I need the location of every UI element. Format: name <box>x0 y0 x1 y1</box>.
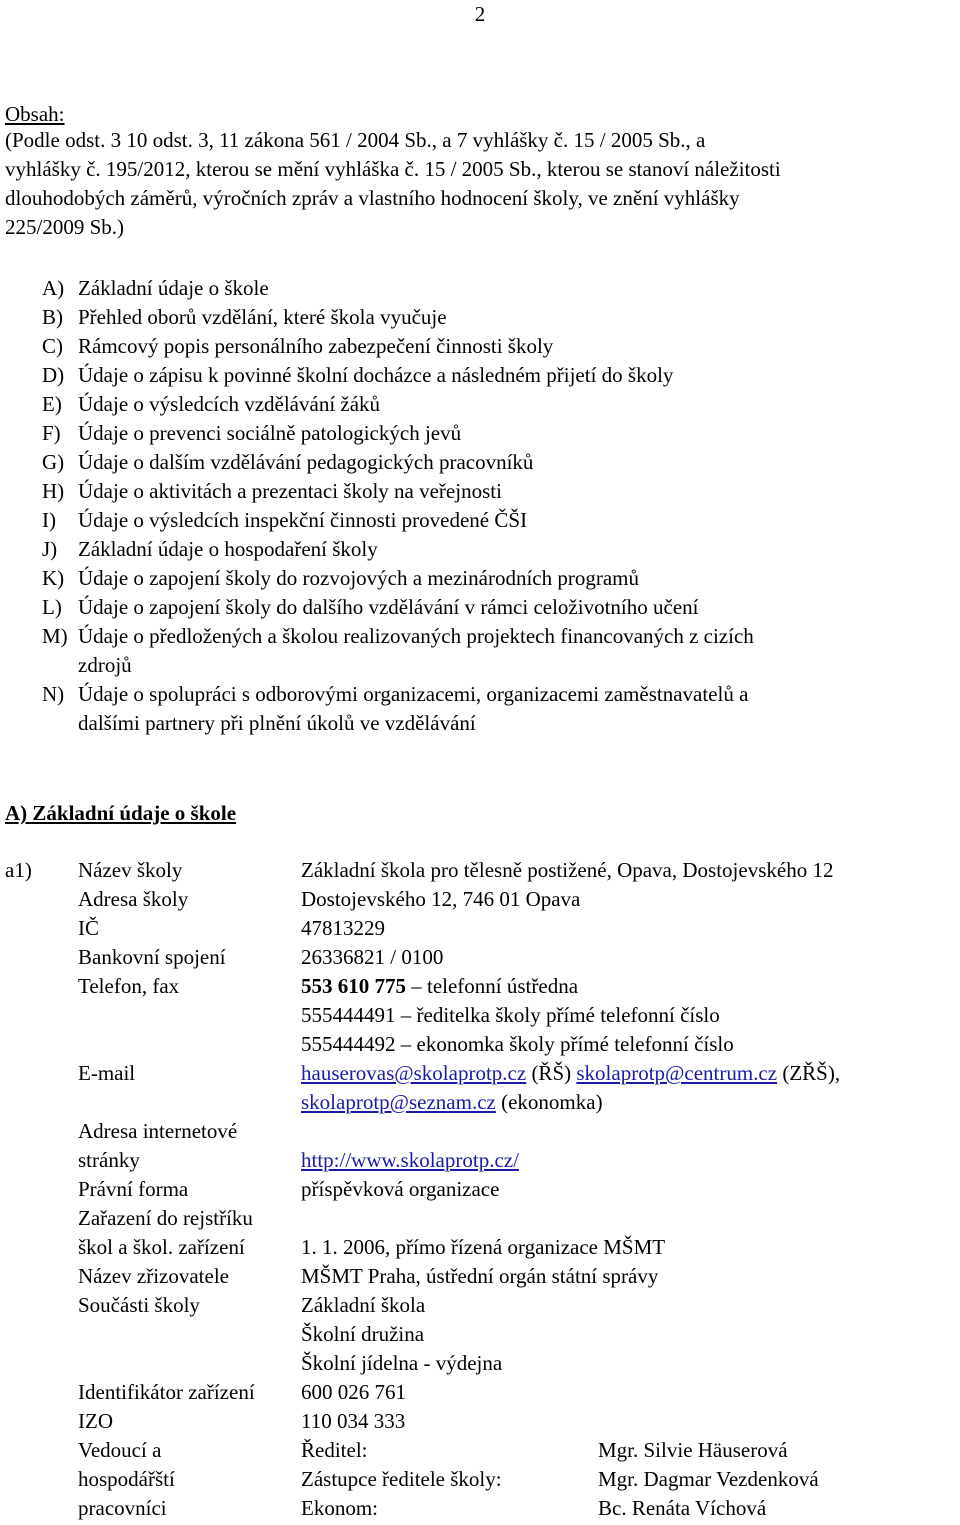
founder-label: Název zřizovatele <box>78 1264 229 1288</box>
registry-value: 1. 1. 2006, přímo řízená organizace MŠMT <box>301 1235 666 1259</box>
school-address-label: Adresa školy <box>78 887 189 911</box>
phone-label: Telefon, fax <box>78 974 180 998</box>
contents-title: Obsah: <box>5 102 65 126</box>
toc-label: J) <box>42 537 58 561</box>
toc-text: Údaje o dalším vzdělávání pedagogických pracovníků <box>78 450 534 474</box>
toc-label: F) <box>42 421 61 445</box>
school-name-label: Název školy <box>78 858 183 882</box>
intro-line-2: vyhlášky č. 195/2012, kterou se mění vyhláška č. 15 / 2005 Sb., kterou se stanoví náležitosti <box>5 157 781 181</box>
website-link[interactable]: http://www.skolaprotp.cz/ <box>301 1148 519 1172</box>
toc-item <box>42 477 502 506</box>
phone-main-desc: – telefonní ústředna <box>406 974 579 998</box>
legal-form-label: Právní forma <box>78 1177 189 1201</box>
section-heading: A) Základní údaje o škole <box>5 801 237 825</box>
toc-label: A) <box>42 276 65 300</box>
email-role: (ekonomka) <box>495 1090 603 1114</box>
toc-label: H) <box>42 479 65 503</box>
staff-name: Bc. Renáta Víchová <box>598 1496 767 1520</box>
staff-role: Zástupce ředitele školy: <box>301 1467 502 1491</box>
ic-label: IČ <box>78 916 99 940</box>
email-role: (ZŘŠ), <box>777 1061 841 1085</box>
toc-text: Údaje o prevenci sociálně patologických jevů <box>78 421 462 445</box>
bank-label: Bankovní spojení <box>78 945 226 969</box>
staff-label-line: pracovníci <box>78 1496 167 1520</box>
toc-text: Údaje o výsledcích inspekční činnosti provedené ČŠI <box>78 508 528 532</box>
email-role: (ŘŠ) <box>526 1061 577 1085</box>
toc-label: B) <box>42 305 63 329</box>
parts-value: Školní družina <box>301 1322 425 1346</box>
toc-text: Údaje o zapojení školy do rozvojových a mezinárodních programů <box>78 566 639 590</box>
toc-item <box>42 564 639 593</box>
toc-item <box>42 593 698 622</box>
toc-label: M) <box>42 624 68 648</box>
staff-role: Ředitel: <box>301 1438 368 1462</box>
school-address-value: Dostojevského 12, 746 01 Opava <box>301 887 581 911</box>
bank-value: 26336821 / 0100 <box>301 945 444 969</box>
email-link-economist[interactable]: skolaprotp@seznam.cz <box>301 1090 496 1114</box>
toc-item <box>42 448 533 477</box>
toc-text: Základní údaje o hospodaření školy <box>78 537 378 561</box>
toc-text: Údaje o spolupráci s odborovými organizacemi, organizacemi zaměstnavatelů a <box>78 682 749 706</box>
phone-line-3: 555444492 – ekonomka školy přímé telefonní číslo <box>301 1032 734 1056</box>
staff-label-line: hospodářští <box>78 1467 175 1491</box>
identifier-value: 600 026 761 <box>301 1380 406 1404</box>
toc-item <box>42 274 269 303</box>
toc-item <box>42 419 461 448</box>
identifier-label: Identifikátor zařízení <box>78 1380 255 1404</box>
toc-text: Údaje o předložených a školou realizovaných projektech financovaných z cizích <box>78 624 754 648</box>
izo-label: IZO <box>78 1409 113 1433</box>
staff-label-line: Vedoucí a <box>78 1438 162 1462</box>
web-label-line-2: stránky <box>78 1148 140 1172</box>
web-value <box>301 1146 519 1175</box>
toc-item <box>42 332 553 361</box>
toc-text-continuation: dalšími partnery při plnění úkolů ve vzdělávání <box>78 711 476 735</box>
phone-line-1 <box>301 972 578 1001</box>
toc-text: Údaje o zapojení školy do dalšího vzdělávání v rámci celoživotního učení <box>78 595 699 619</box>
toc-text: Údaje o zápisu k povinné školní docházce a následném přijetí do školy <box>78 363 674 387</box>
founder-value: MŠMT Praha, ústřední orgán státní správy <box>301 1264 659 1288</box>
phone-line-2: 555444491 – ředitelka školy přímé telefonní číslo <box>301 1003 720 1027</box>
intro-line-1: (Podle odst. 3 10 odst. 3, 11 zákona 561 / 2004 Sb., a 7 vyhlášky č. 15 / 2005 Sb., a <box>5 128 706 152</box>
toc-item <box>42 535 378 564</box>
registry-label-line-1: Zařazení do rejstříku <box>78 1206 253 1230</box>
toc-label: N) <box>42 682 65 706</box>
email-link-director[interactable]: hauserovas@skolaprotp.cz <box>301 1061 527 1085</box>
staff-role: Ekonom: <box>301 1496 378 1520</box>
legal-form-value: příspěvková organizace <box>301 1177 500 1201</box>
subsection-label: a1) <box>5 858 32 882</box>
toc-item <box>42 506 527 535</box>
toc-label: E) <box>42 392 62 416</box>
toc-item <box>42 361 673 390</box>
parts-value: Školní jídelna - výdejna <box>301 1351 503 1375</box>
page-number: 2 <box>474 2 486 26</box>
toc-text: Údaje o výsledcích vzdělávání žáků <box>78 392 381 416</box>
toc-label: D) <box>42 363 65 387</box>
intro-line-4: 225/2009 Sb.) <box>5 215 125 239</box>
toc-label: L) <box>42 595 62 619</box>
registry-label-line-2: škol a škol. zařízení <box>78 1235 245 1259</box>
web-label-line-1: Adresa internetové <box>78 1119 238 1143</box>
toc-item <box>42 303 447 332</box>
toc-label: C) <box>42 334 63 358</box>
toc-item <box>42 390 380 419</box>
izo-value: 110 034 333 <box>301 1409 406 1433</box>
email-link-deputy[interactable]: skolaprotp@centrum.cz <box>576 1061 778 1085</box>
phone-main-number: 553 610 775 <box>301 974 406 998</box>
toc-item <box>42 680 748 709</box>
staff-name: Mgr. Silvie Häuserová <box>598 1438 788 1462</box>
email-label: E-mail <box>78 1061 136 1085</box>
parts-label: Součásti školy <box>78 1293 200 1317</box>
toc-label: K) <box>42 566 65 590</box>
toc-text: Přehled oborů vzdělání, které škola vyučuje <box>78 305 447 329</box>
toc-label: I) <box>42 508 56 532</box>
email-line-2 <box>301 1088 603 1117</box>
email-line-1 <box>301 1059 840 1088</box>
toc-label: G) <box>42 450 65 474</box>
toc-text: Rámcový popis personálního zabezpečení činnosti školy <box>78 334 554 358</box>
toc-text: Údaje o aktivitách a prezentaci školy na veřejnosti <box>78 479 502 503</box>
toc-text: Základní údaje o škole <box>78 276 269 300</box>
intro-line-3: dlouhodobých záměrů, výročních zpráv a vlastního hodnocení školy, ve znění vyhlášky <box>5 186 740 210</box>
toc-text-continuation: zdrojů <box>78 653 132 677</box>
parts-value: Základní škola <box>301 1293 426 1317</box>
ic-value: 47813229 <box>301 916 385 940</box>
staff-name: Mgr. Dagmar Vezdenková <box>598 1467 819 1491</box>
school-name-value: Základní škola pro tělesně postižené, Opava, Dostojevského 12 <box>301 858 834 882</box>
toc-item <box>42 622 754 651</box>
